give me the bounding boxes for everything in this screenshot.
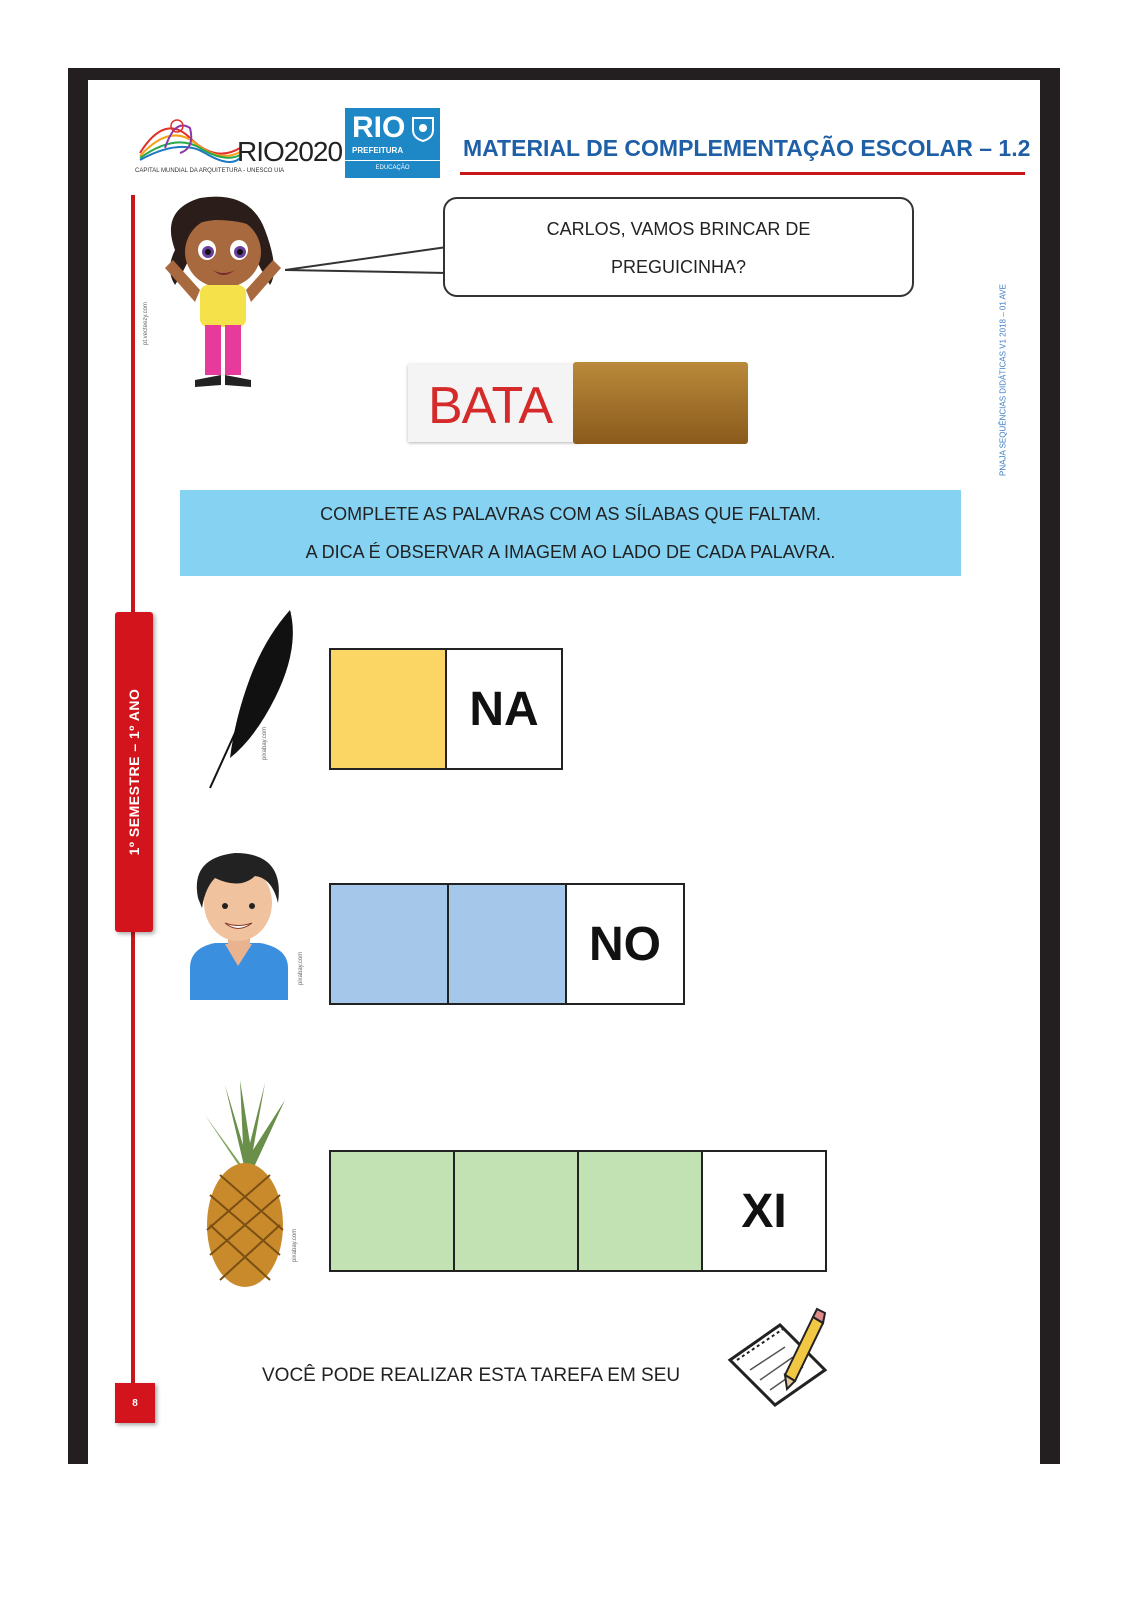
- side-note: PNAJA SEQUÊNCIAS DIDÁTICAS V1 2018 – 01 AVE: [998, 284, 1008, 476]
- word-boxes-2: [329, 883, 685, 1005]
- rio2020-logo: [135, 108, 343, 178]
- image-credit: pixabay.com: [292, 1228, 298, 1262]
- page-number: 8: [115, 1383, 155, 1423]
- rio2020-wordmark: RIO2020: [237, 136, 343, 167]
- prefeitura-caption: PREFEITURA: [352, 146, 404, 155]
- prefeitura-logo: [345, 108, 440, 178]
- syllable-blank[interactable]: [329, 648, 447, 770]
- prefeitura-sub: EDUCAÇÃO: [375, 165, 410, 171]
- speech-tail: [285, 245, 450, 285]
- image-credit: pixabay.com: [262, 726, 268, 760]
- card-word: BATA: [428, 377, 553, 435]
- card-sleeve: [573, 362, 748, 444]
- footer-text: VOCÊ PODE REALIZAR ESTA TAREFA EM SEU: [262, 1365, 681, 1386]
- city-crest-icon: [411, 116, 435, 142]
- word-boxes-1: [329, 648, 563, 770]
- logo-divider: [345, 160, 440, 161]
- boy-image: [180, 848, 295, 1003]
- speech-line-2: PREGUICINHA?: [610, 257, 747, 277]
- syllable-blank[interactable]: [447, 883, 567, 1005]
- rio2020-caption: CAPITAL MUNDIAL DA ARQUITETURA - UNESCO UIA: [135, 168, 285, 174]
- instruction-line-2: A DICA É OBSERVAR A IMAGEM AO LADO DE CADA PALAVRA.: [305, 542, 836, 562]
- speech-line-1: CARLOS, VAMOS BRINCAR DE: [546, 219, 811, 239]
- syllable-given: NO: [565, 883, 685, 1005]
- syllable-card: [408, 362, 748, 444]
- semester-tab: [115, 612, 153, 932]
- prefeitura-logo-rio: RIO: [352, 111, 406, 144]
- semester-label: 1º SEMESTRE – 1º ANO: [126, 688, 142, 856]
- syllable-blank[interactable]: [329, 883, 449, 1005]
- notebook-pencil-icon: [725, 1305, 830, 1410]
- title-underline: [460, 172, 1025, 175]
- image-credit: pixabay.com: [298, 951, 304, 985]
- syllable-blank[interactable]: [329, 1150, 455, 1272]
- syllable-blank[interactable]: [577, 1150, 703, 1272]
- syllable-given: XI: [701, 1150, 827, 1272]
- girl-illustration: [155, 190, 290, 400]
- speech-bubble: [443, 197, 914, 297]
- syllable-blank[interactable]: [453, 1150, 579, 1272]
- syllable-given: NA: [445, 648, 563, 770]
- instruction-line-1: COMPLETE AS PALAVRAS COM AS SÍLABAS QUE FALTAM.: [320, 504, 821, 524]
- word-boxes-3: [329, 1150, 827, 1272]
- image-credit: pt.vecteezy.com: [143, 302, 149, 345]
- page-title: MATERIAL DE COMPLEMENTAÇÃO ESCOLAR – 1.2: [463, 135, 1031, 161]
- pineapple-image: [195, 1075, 295, 1290]
- instructions-box: [180, 490, 961, 576]
